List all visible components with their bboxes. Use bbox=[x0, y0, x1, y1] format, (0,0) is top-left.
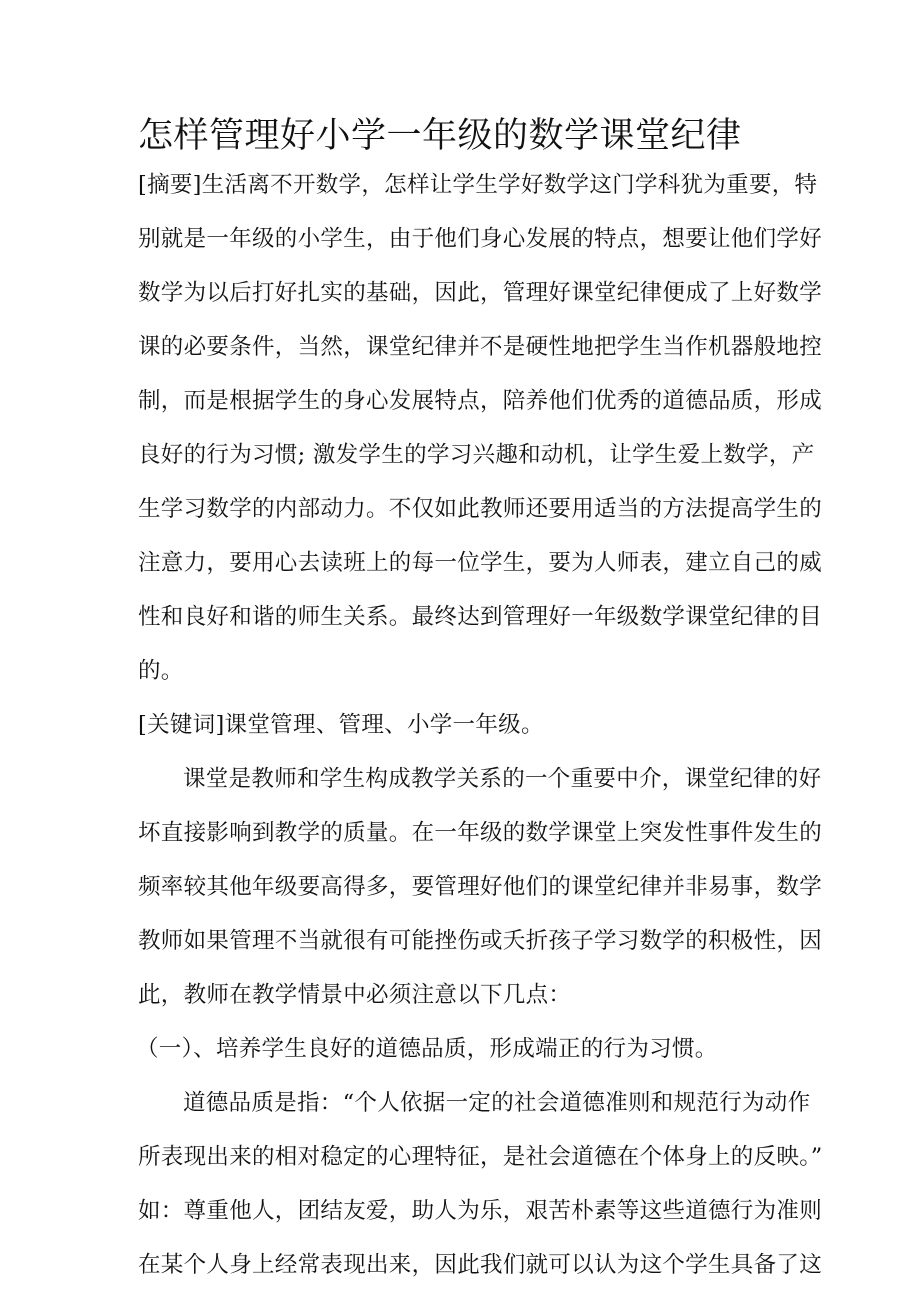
body-line: 此，教师在教学情景中必须注意以下几点： bbox=[138, 982, 572, 1008]
abstract-line: 别就是一年级的小学生，由于他们身心发展的特点，想要让他们学好 bbox=[138, 226, 823, 252]
body-line: 如：尊重他人，团结友爱，助人为乐，艰苦朴素等这些道德行为准则 bbox=[138, 1198, 823, 1224]
keywords-line: [关键词]课堂管理、管理、小学一年级。 bbox=[138, 712, 544, 738]
body-line: 道德品质是指：“个人依据一定的社会道德准则和规范行为动作 bbox=[183, 1090, 811, 1116]
body-line: 坏直接影响到教学的质量。在一年级的数学课堂上突发性事件发生的 bbox=[138, 820, 823, 846]
abstract-line: 课的必要条件，当然，课堂纪律并不是硬性地把学生当作机器般地控 bbox=[138, 334, 823, 360]
document-title: 怎样管理好小学一年级的数学课堂纪律 bbox=[138, 116, 742, 156]
abstract-line: 数学为以后打好扎实的基础，因此，管理好课堂纪律便成了上好数学 bbox=[138, 280, 823, 306]
body-line: 所表现出来的相对稳定的心理特征，是社会道德在个体身上的反映。” bbox=[138, 1144, 823, 1170]
section-heading: （一）、培养学生良好的道德品质，形成端正的行为习惯。 bbox=[136, 1036, 718, 1062]
body-line: 课堂是教师和学生构成教学关系的一个重要中介，课堂纪律的好 bbox=[183, 766, 822, 792]
abstract-line: [摘要]生活离不开数学，怎样让学生学好数学这门学科犹为重要，特 bbox=[138, 172, 818, 198]
abstract-line: 注意力，要用心去读班上的每一位学生，要为人师表，建立自己的威 bbox=[138, 550, 823, 576]
abstract-line: 良好的行为习惯; 激发学生的学习兴趣和动机，让学生爱上数学，产 bbox=[138, 442, 815, 468]
abstract-line: 性和良好和谐的师生关系。最终达到管理好一年级数学课堂纪律的目 bbox=[138, 604, 823, 630]
body-line: 在某个人身上经常表现出来，因此我们就可以认为这个学生具备了这 bbox=[138, 1252, 823, 1278]
abstract-line: 的。 bbox=[138, 658, 184, 684]
abstract-line: 制，而是根据学生的身心发展特点，陪养他们优秀的道德品质，形成 bbox=[138, 388, 823, 414]
body-line: 教师如果管理不当就很有可能挫伤或夭折孩子学习数学的积极性，因 bbox=[138, 928, 823, 954]
body-line: 频率较其他年级要高得多，要管理好他们的课堂纪律并非易事，数学 bbox=[138, 874, 823, 900]
abstract-line: 生学习数学的内部动力。不仅如此教师还要用适当的方法提高学生的 bbox=[138, 496, 823, 522]
